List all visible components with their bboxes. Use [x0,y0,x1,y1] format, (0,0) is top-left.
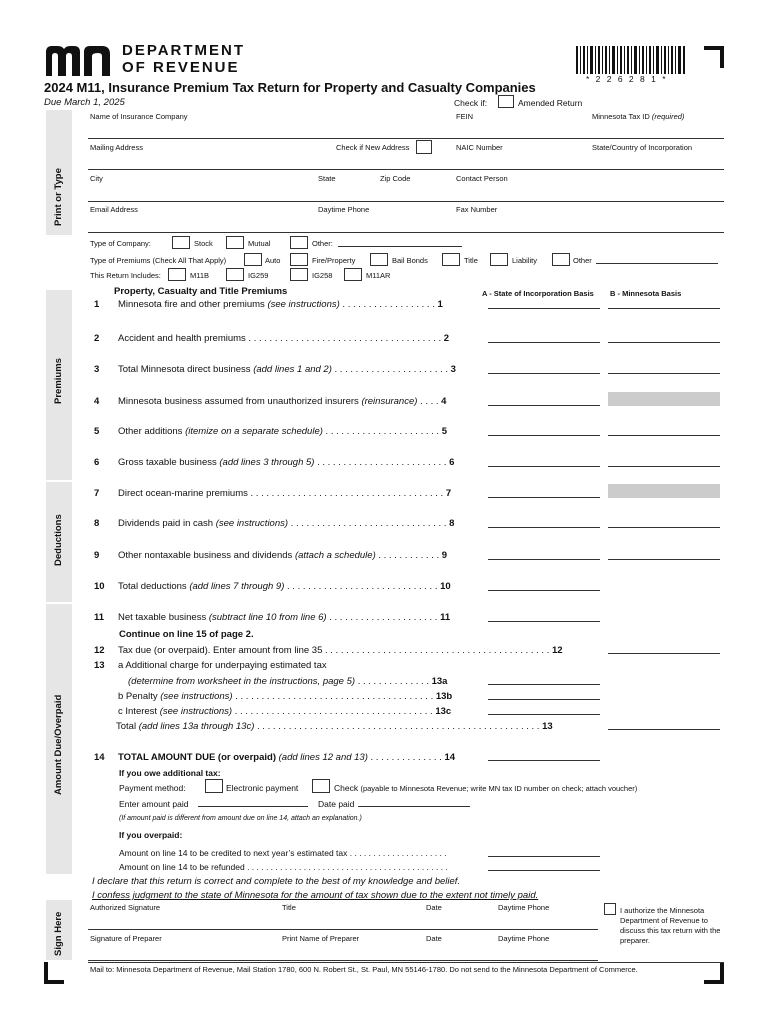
line12-number: 12 [94,645,105,656]
label-state-country: State/Country of Incorporation [592,143,693,152]
label-fax: Fax Number [456,205,498,214]
line14-ref: 14 [444,752,456,763]
label-date2-sign: Date [426,934,442,943]
label-stock: Stock [194,239,213,248]
line-11-column-a-field[interactable] [488,621,600,622]
line-ref: 7 [445,488,452,499]
line-6-row [94,457,454,468]
label-phone: Daytime Phone [318,205,370,214]
line13a-dots: . . . . . . . . . . . . . . [355,676,429,687]
overpaid-heading: If you overpaid: [119,830,183,840]
line-note: (attach a schedule) [294,550,376,561]
line13a-ref: 13a [431,676,448,687]
line-number: 4 [94,396,100,407]
line-2-row [94,333,449,344]
line-5-column-a-field[interactable] [488,435,600,436]
label-other-company: Other: [312,239,333,248]
side-label-sign: Sign Here [53,911,64,956]
line13b-text: b Penalty [118,691,158,702]
line-8-column-b-field[interactable] [608,527,720,528]
line-1-row [94,299,443,310]
line-ref: 9 [441,550,448,561]
line-number: 1 [94,299,100,310]
title-checkbox[interactable] [442,253,460,266]
line-5-row [94,426,447,437]
line-number: 7 [94,488,100,499]
line13b-row [118,691,452,702]
line-number: 2 [94,333,100,344]
ig258-checkbox[interactable] [290,268,308,281]
line11-continue: Continue on line 15 of page 2. [119,629,254,640]
other-premium-checkbox[interactable] [552,253,570,266]
side-label-print: Print or Type [53,168,64,226]
date-paid-label: Date paid [318,799,355,809]
line-text: Gross taxable business [118,457,217,468]
side-label-premiums: Premiums [53,358,64,404]
refunded-dots: . . . . . . . . . . . . . . . . . . . . . . . . . . . . . . . . . . . . . . . . . . . [244,862,448,872]
amended-label: Amended Return [518,98,583,108]
line-7-column-a-field[interactable] [488,497,600,498]
line-dots: . . . . . . . . . . . . . . . . . . . . . . . . . . . . . . . . . . . . . [245,333,442,344]
line14-note: (add lines 12 and 13) [278,752,368,763]
corner-mark-top-right [704,46,724,68]
side-label-deductions: Deductions [53,514,64,566]
form-title: 2024 M11, Insurance Premium Tax Return for Property and Casualty Companies [44,80,536,95]
line13b-dots: . . . . . . . . . . . . . . . . . . . . . . . . . . . . . . . . . . . . . . [232,691,434,702]
label-tax-id [592,112,684,121]
label-title-sign: Title [282,903,296,912]
line-dots: . . . . . . . . . . . . . . . . . . . . . [326,612,438,623]
m11b-checkbox[interactable] [168,268,186,281]
electronic-payment-checkbox[interactable] [205,779,223,793]
line-11-row [94,612,450,623]
line-note: (itemize on a separate schedule) [185,426,323,437]
line13c-dots: . . . . . . . . . . . . . . . . . . . . . . . . . . . . . . . . . . . . . . [232,706,433,717]
barcode [576,46,686,84]
label-type-premiums: Type of Premiums (Check All That Apply) [90,256,227,265]
line-3-column-a-field[interactable] [488,373,600,374]
label-ig258: IG258 [312,271,333,280]
line-ref: 5 [441,426,447,437]
label-auto: Auto [265,256,281,265]
line-4-column-b-shaded [608,392,720,406]
line-ref: 1 [437,299,443,310]
line-2-column-a-field[interactable] [488,342,600,343]
line-6-column-b-field[interactable] [608,466,720,467]
line13a-note: (determine from worksheet in the instructions, page 5) [128,676,356,687]
line13b-note: (see instructions) [160,691,233,702]
label-other-premium: Other [573,256,592,265]
line-text: Minnesota fire and other premiums [118,299,265,310]
label-liability: Liability [512,256,538,265]
line-3-column-b-field[interactable] [608,373,720,374]
line12-amount[interactable] [608,653,720,654]
line-note: (see instructions) [215,518,289,529]
new-address-checkbox[interactable] [416,140,432,154]
credited-row [119,848,447,858]
city-field[interactable] [88,201,724,202]
other-company-checkbox[interactable] [290,236,308,249]
line-text: Dividends paid in cash [118,518,214,529]
dept-line1: DEPARTMENT [122,42,246,59]
line-dots: . . . . . . . . . . . . . . . . . . . . . . . . . . . . . [284,581,438,592]
payment-method-label: Payment method: [119,783,186,793]
line-dots: . . . . . . . . . . . . . . . . . . [339,299,435,310]
line-note: (add lines 1 and 2) [253,364,332,375]
line-dots: . . . . . . . . . . . . . . . . . . . . . . . . . . . . . . [288,518,447,529]
company-name-field[interactable] [88,138,724,139]
label-fein: FEIN [456,112,474,121]
label-city: City [90,174,103,183]
line-number: 3 [94,364,100,375]
label-print-name: Print Name of Preparer [282,934,360,943]
line-text: Direct ocean-marine premiums [118,488,248,499]
line-note: (reinsurance) [361,396,418,407]
line-ref: 6 [449,457,455,468]
credited-dots: . . . . . . . . . . . . . . . . . . . . . [347,848,447,858]
line13c-amount[interactable] [488,714,600,715]
line-note: (add lines 7 through 9) [189,581,285,592]
line-note: (subtract line 10 from line 6) [208,612,327,623]
line-dots: . . . . . . . . . . . . . . . . . . . . . . . . . . . . . . . . . . . . . [247,488,444,499]
authorized-signature-field[interactable] [88,929,598,930]
line-1-column-a-field[interactable] [488,308,600,309]
label-type-company: Type of Company: [90,239,151,248]
label-includes: This Return Includes: [90,271,161,280]
column-b-heading: B - Minnesota Basis [610,289,682,298]
line-dots: . . . . . . . . . . . . [375,550,440,561]
line13a-amount[interactable] [488,684,600,685]
label-naic: NAIC Number [456,143,503,152]
line-6-column-a-field[interactable] [488,466,600,467]
side-label-amount: Amount Due/Overpaid [53,694,64,795]
line-dots: . . . . [417,396,439,407]
line13c-note: (see instructions) [159,706,233,717]
line-number: 10 [94,581,105,592]
footer-mail-to: Mail to: Minnesota Department of Revenue, Mail Station 1780, 600 N. Robert St., St. Paul, MN 55146-1780. Do not send to the Minnesota Department of Commerce. [90,965,638,974]
line-7-column-b-shaded [608,484,720,498]
line12-text: Tax due (or overpaid). Enter amount from line 35 [118,645,323,656]
corner-mark-bottom-right [704,962,724,984]
label-phone2-sign: Daytime Phone [498,934,550,943]
line-number: 5 [94,426,100,437]
check-text: Check [334,783,359,793]
check-note: (payable to Minnesota Revenue; write MN tax ID number on check; attach voucher) [360,784,638,793]
line13c-text: c Interest [118,706,158,717]
line-ref: 3 [450,364,456,375]
line-7-row [94,488,451,499]
due-date: Due March 1, 2025 [44,97,125,108]
line-dots: . . . . . . . . . . . . . . . . . . . . . . [322,426,440,437]
mutual-checkbox[interactable] [226,236,244,249]
line-text: Minnesota business assumed from unauthorized insurers [118,396,359,407]
line13b-ref: 13b [435,691,453,702]
line-1-column-b-field[interactable] [608,308,720,309]
email-field[interactable] [88,232,724,233]
line-5-column-b-field[interactable] [608,435,720,436]
line-4-row [94,396,446,407]
authorize-checkbox[interactable] [604,903,616,915]
line-ref: 11 [440,612,451,623]
electronic-payment-label: Electronic payment [226,783,299,793]
line-9-row [94,550,447,561]
label-date-sign: Date [426,903,442,912]
auto-checkbox[interactable] [244,253,262,266]
corner-mark-bottom-left [44,962,64,984]
line-text: Other nontaxable business and dividends [118,550,293,561]
line-2-column-b-field[interactable] [608,342,720,343]
line14-number: 14 [94,752,105,763]
line-note: (see instructions) [267,299,340,310]
mn-logo-icon [44,44,116,78]
owe-heading: If you owe additional tax: [119,768,221,778]
line12-row [94,645,563,656]
label-phone-sign: Daytime Phone [498,903,550,912]
label-preparer-signature: Signature of Preparer [90,934,162,943]
line13-total-text: Total [116,721,137,732]
label-new-address: Check if New Address [336,143,410,152]
line-number: 11 [94,612,105,623]
line13-total-note: (add lines 13a through 13c) [138,721,255,732]
column-a-heading: A - State of Incorporation Basis [482,289,594,298]
bail-checkbox[interactable] [370,253,388,266]
line-dots: . . . . . . . . . . . . . . . . . . . . . . . . . [314,457,447,468]
line-9-column-b-field[interactable] [608,559,720,560]
line-number: 6 [94,457,100,468]
tax-id-text: Minnesota Tax ID [592,112,650,121]
line14-row [94,752,455,763]
barcode-icon [576,46,686,74]
line-ref: 4 [441,396,447,407]
line-10-row [94,581,451,592]
mailing-address-field[interactable] [88,169,724,170]
label-m11b: M11B [190,271,210,280]
line-10-column-a-field[interactable] [488,590,600,591]
liability-checkbox[interactable] [490,253,508,266]
label-bail: Bail Bonds [392,256,428,265]
label-zip: Zip Code [380,174,411,183]
m11ar-checkbox[interactable] [344,268,362,281]
line-text: Total deductions [118,581,187,592]
label-m11ar: M11AR [366,271,391,280]
label-email: Email Address [90,205,138,214]
line14-text: TOTAL AMOUNT DUE (or overpaid) [118,752,276,763]
label-company-name: Name of Insurance Company [90,112,188,121]
line-number: 8 [94,518,100,529]
line-text: Accident and health premiums [118,333,246,344]
line13-row [94,660,327,671]
line-number: 9 [94,550,100,561]
line-4-column-a-field[interactable] [488,405,600,406]
enter-amount-label: Enter amount paid [119,799,189,809]
line-text: Total Minnesota direct business [118,364,251,375]
amount-diff-note: (If amount paid is different from amount due on line 14, attach an explanation.) [119,815,362,822]
line-text: Net taxable business [118,612,207,623]
line12-dots: . . . . . . . . . . . . . . . . . . . . . . . . . . . . . . . . . . . . . . . . . . . [322,645,550,656]
line-ref: 8 [449,518,455,529]
credited-text: Amount on line 14 to be credited to next year’s estimated tax [119,848,348,858]
label-authorized-signature: Authorized Signature [90,903,161,912]
barcode-text: * 2 2 6 2 8 1 * [586,74,668,84]
refunded-amount[interactable] [488,870,600,871]
line13-number: 13 [94,660,105,671]
label-title: Title [464,256,478,265]
line-3-row [94,364,456,375]
check-if-label: Check if: [454,98,488,108]
other-premium-field[interactable] [596,263,718,264]
line13-total-amount[interactable] [608,729,720,730]
footer-rule [88,962,724,963]
line14-amount[interactable] [488,760,600,761]
preparer-signature-field[interactable] [88,960,598,961]
refunded-text: Amount on line 14 to be refunded [119,862,245,872]
stock-checkbox[interactable] [172,236,190,249]
declaration-2: I confess judgment to the state of Minnesota for the amount of tax shown due to the extent not timely paid. [92,890,539,901]
date-paid-field[interactable] [358,806,470,807]
logo [44,40,244,80]
line13-total-row [116,721,553,732]
ig259-checkbox[interactable] [226,268,244,281]
label-contact: Contact Person [456,174,508,183]
credited-amount[interactable] [488,856,600,857]
line13-total-dots: . . . . . . . . . . . . . . . . . . . . . . . . . . . . . . . . . . . . . . . . . . . . . . . . . . . . . . [254,721,540,732]
line13b-amount[interactable] [488,699,600,700]
line-8-row [94,518,454,529]
other-company-field[interactable] [338,246,462,247]
label-mutual: Mutual [248,239,271,248]
line13c-row [118,706,451,717]
label-state: State [318,174,336,183]
line-8-column-a-field[interactable] [488,527,600,528]
line12-ref: 12 [552,645,563,656]
amended-checkbox[interactable] [498,95,514,108]
line14-dots: . . . . . . . . . . . . . . [367,752,442,763]
label-fire: Fire/Property [312,256,356,265]
line-text: Other additions [118,426,183,437]
line-9-column-a-field[interactable] [488,559,600,560]
refunded-row [119,862,448,872]
line13c-ref: 13c [435,706,452,717]
fire-checkbox[interactable] [290,253,308,266]
line-dots: . . . . . . . . . . . . . . . . . . . . . . [331,364,449,375]
line-note: (add lines 3 through 5) [219,457,315,468]
declaration-1: I declare that this return is correct and complete to the best of my knowledge and belief. [92,876,461,887]
authorize-text: I authorize the Minnesota Department of Revenue to discuss this tax return with the preparer. [620,906,721,945]
line13-total-ref: 13 [542,721,553,732]
line13a-row [128,676,447,687]
section-heading: Property, Casualty and Title Premiums [114,286,288,297]
label-ig259: IG259 [248,271,269,280]
enter-amount-field[interactable] [198,806,308,807]
check-payment-checkbox[interactable] [312,779,330,793]
line-ref: 2 [443,333,450,344]
check-payment-label [334,783,637,793]
line-ref: 10 [440,581,451,592]
dept-line2: OF REVENUE [122,59,240,76]
label-mailing-address: Mailing Address [90,143,143,152]
tax-id-required: (required) [651,112,685,121]
line13a-text: a Additional charge for underpaying estimated tax [118,660,327,671]
